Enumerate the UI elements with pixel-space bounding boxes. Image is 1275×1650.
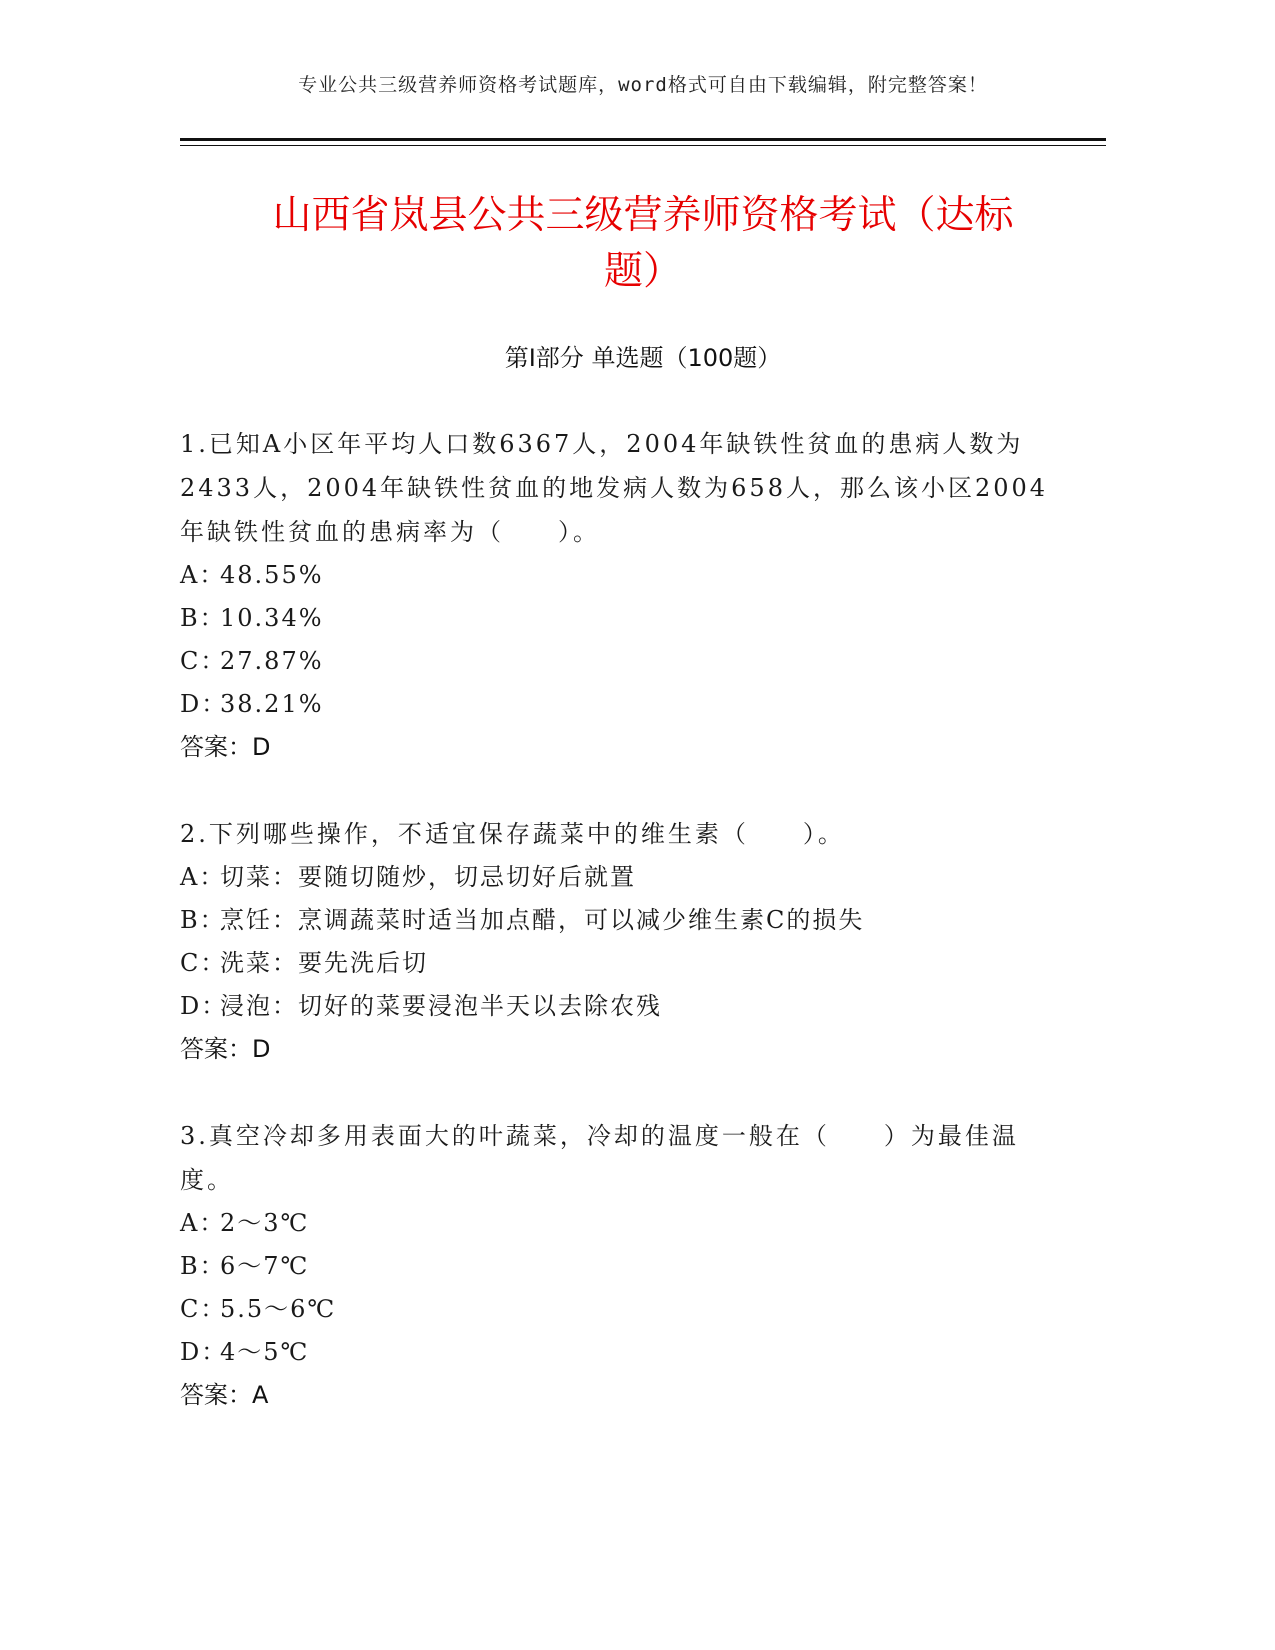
option-d [180,1331,1050,1374]
option-letter: D： [180,1338,228,1366]
document-title-line-2: 题） [603,249,682,294]
question-list [180,422,1050,1460]
option-c [180,1288,1050,1331]
option-a [180,1202,1050,1245]
option-c [180,640,1050,683]
question-2 [180,812,1050,1071]
question-1 [180,422,1050,769]
option-b [180,1245,1050,1288]
option-d [180,985,1050,1028]
option-b [180,899,1050,942]
question-text: 3.真空冷却多用表面大的叶蔬菜，冷却的温度一般在（ ）为最佳温度。 [180,1122,1019,1194]
option-letter: B： [180,1252,226,1280]
option-letter: C： [180,647,227,675]
header-rule-thin [180,145,1106,146]
option-text: 浸泡：切好的菜要浸泡半天以去除农残 [220,992,662,1020]
option-text: 38.21% [220,690,324,718]
answer-line: 答案：A [180,1381,269,1409]
section-title: 第Ⅰ部分 单选题（100题） [504,344,782,372]
option-b [180,597,1050,640]
document-title-line-1: 山西省岚县公共三级营养师资格考试（达标 [272,193,1014,238]
option-text: 2～3℃ [220,1209,310,1237]
option-letter: D： [180,992,228,1020]
option-letter: A： [180,863,226,891]
option-d [180,683,1050,726]
option-text: 48.55% [220,561,324,589]
question-text: 1.已知A小区年平均人口数6367人，2004年缺铁性贫血的患病人数为2433人，2004年缺铁性贫血的地发病人数为658人，那么该小区2004年缺铁性贫血的患病率为（ ）。 [180,430,1049,546]
option-c [180,942,1050,985]
option-a [180,856,1050,899]
document-title [180,188,1106,300]
option-text: 5.5～6℃ [220,1295,337,1323]
option-letter: A： [180,561,226,589]
option-text: 烹饪：烹调蔬菜时适当加点醋，可以减少维生素C的损失 [220,906,865,934]
option-letter: B： [180,604,226,632]
header-rule-thick [180,138,1106,141]
option-letter: C： [180,949,227,977]
option-a [180,554,1050,597]
option-letter: C： [180,1295,227,1323]
option-letter: D： [180,690,228,718]
option-letter: B： [180,906,226,934]
answer-line: 答案：D [180,733,271,761]
option-text: 4～5℃ [220,1338,310,1366]
option-text: 27.87% [220,647,324,675]
question-3 [180,1114,1050,1417]
option-text: 洗菜：要先洗后切 [220,949,428,977]
option-text: 10.34% [220,604,324,632]
option-text: 切菜：要随切随炒，切忌切好后就置 [220,863,636,891]
page-header: 专业公共三级营养师资格考试题库，word格式可自由下载编辑，附完整答案！ [298,74,988,96]
question-text: 2.下列哪些操作，不适宜保存蔬菜中的维生素（ ）。 [180,820,845,848]
option-text: 6～7℃ [220,1252,310,1280]
option-letter: A： [180,1209,226,1237]
answer-line: 答案：D [180,1035,271,1063]
